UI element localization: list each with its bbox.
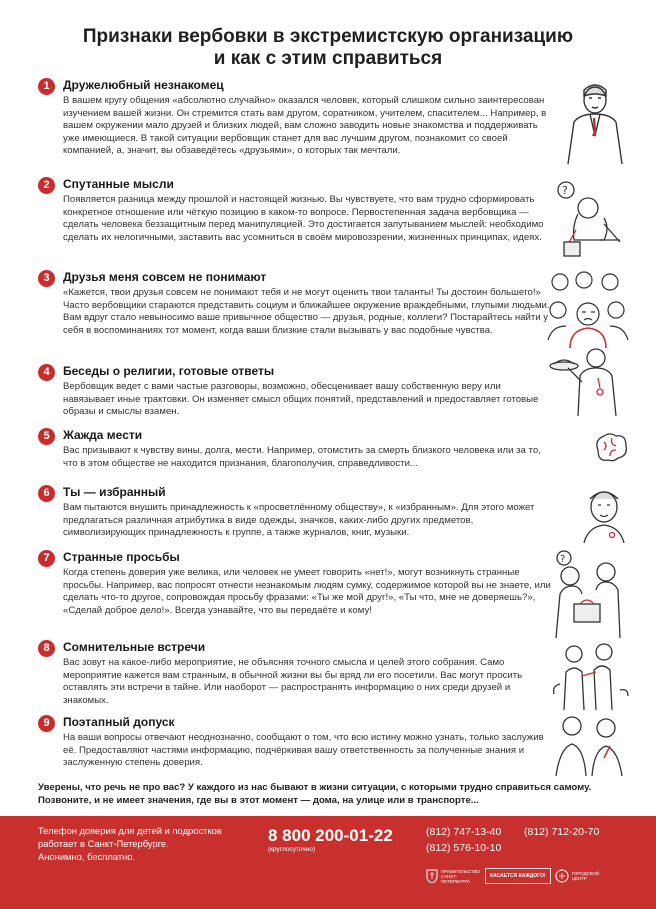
phone-number-1[interactable]: (812) 747-13-40 [426, 826, 502, 838]
item-body: «Кажется, твои друзья совсем не понимают тебя и не могут оценить твои таланты! Ты достоин большего!» Часто вербовщики стараются представить социум и ближайшее окружение враждебными, глупыми людьми. Вам вдруг стало невыносимо ваше привычное общество — друзья, родные, коллеги? Постарайтесь найти у себя в воспоминаниях тот момент, когда ваши близкие стали вызывать у вас подобные чувства. [63, 287, 550, 336]
thinking-people-icon [548, 712, 632, 778]
businessman-icon [560, 76, 630, 166]
item-number-badge: 7 [38, 550, 55, 567]
item-body: В вашем кругу общения «абсолютно случайно» оказался человек, который слишком сильно заинтересован изучением вашей жизни. Он стремится стать вам другом, соратником, учителем, спасителем... Например, в вашем окружении мало друзей и близких людей, вам сложно заводить новые знакомства и поддерживать уже имеющиеся. В такой ситуации вербовщик станет для вас лучшим другом, познакомит со своей компанией, а, значит, вы обзаведётесь «друзьями», о которых так мечтали. [63, 95, 547, 157]
item-title: Странные просьбы [63, 550, 180, 564]
brain-icon [592, 432, 628, 464]
svg-text:?: ? [560, 554, 566, 565]
item-number-badge: 3 [38, 270, 55, 287]
item-body: На ваши вопросы отвечают неоднозначно, сообщают о том, что всю истину можно узнать, только заслужив её. Предоставляют частями информацию, подчёркивая вашу ответственность за полученные знания и заслуженную степень доверия. [63, 732, 544, 769]
phone-number-2[interactable]: (812) 576-10-10 [426, 842, 502, 854]
hotline-number[interactable]: 8 800 200-01-22 [268, 826, 393, 845]
crowd-icon [546, 270, 630, 350]
item-body: Вербовщик ведет с вами частые разговоры, возможно, обесценивает вашу собственную веру или навязывает иные трактовки. Он изменяет смысл общих понятий, представлений и предоставляет готовые образы и смыслы взамен. [63, 381, 539, 418]
waiter-icon [548, 346, 632, 418]
footer-line-2: работает в Санкт-Петербурге. [38, 838, 169, 849]
campaign-logo-text: КАСАЕТСЯ КАЖДОГО! [490, 872, 546, 879]
item-title: Поэтапный допуск [63, 715, 175, 729]
hotline-block [268, 826, 393, 854]
item-number-badge: 5 [38, 428, 55, 445]
center-logo [555, 869, 608, 883]
item-number-badge: 4 [38, 364, 55, 381]
item-body: Когда степень доверия уже велика, или человек не умеет говорить «нет!», могут возникнуть странные просьбы. Например, вас попросят отнести незнакомым людям сумку, содержимое которой вы не знаете, или сделать что-то другое, сопровождая просьбу фразами: «Ты же мой друг!», «Ты что, мне не доверяешь?», «Сделай доброе дело!». Всегда узнавайте, что вы передаёте и кому! [63, 567, 551, 616]
bag-exchange-icon [548, 548, 630, 640]
page-title [0, 26, 656, 70]
item-title: Сомнительные встречи [63, 640, 206, 654]
item-number-badge: 1 [38, 78, 55, 95]
footer-description [38, 824, 258, 863]
item-body: Появляется разница между прошлой и настоящей жизнью. Вы чувствуете, что вам трудно сформировать конкретное отношение или чёткую позицию в каком-то вопросе. Первостепенная задача вербовщика — сделать человека беззащитным перед манипуляцией. Это достигается запутыванием мыслей: необходимо сделать их нелогичными, заставить вас усомниться в своём мировоззрении, жизненных принципах, идеях. [63, 194, 544, 243]
government-logo-text: ПРАВИТЕЛЬСТВО САНКТ-ПЕТЕРБУРГА [441, 868, 480, 884]
footer-line-3: Анонимно, бесплатно. [38, 851, 136, 862]
closing-statement: Уверены, что речь не про вас? У каждого из нас бывают в жизни ситуации, с которыми трудно справиться самому. Позвоните, и не имеет значения, где вы в этот момент — дома, на улице или в транспорте... [38, 782, 592, 806]
center-logo-text: ГОРОДСКОЙ ЦЕНТР [571, 871, 600, 881]
confused-person-icon [552, 178, 630, 260]
page-title-line-2: и как с этим справиться [213, 48, 443, 69]
item-title: Спутанные мысли [63, 177, 174, 191]
item-title: Дружелюбный незнакомец [63, 78, 224, 92]
item-body: Вас призывают к чувству вины, долга, мести. Например, отомстить за смерть близкого человека или за то, что в этом обществе не находится признания, благополучия, справедливости... [63, 445, 541, 469]
item-number-badge: 8 [38, 640, 55, 657]
footer-line-1: Телефон доверия для детей и подростков [38, 825, 222, 836]
young-man-icon [576, 485, 632, 545]
item-body: Вас зовут на какое-либо мероприятие, не объясняя точного смысла и целей этого собрания. Само мероприятие кажется вам странным, в обычной жизни вы бы вряд ли его посетили. Вас могут просить оставлять эти встречи в тайне. Или наоборот — распространять информацию о них среди друзей и знакомых. [63, 657, 523, 706]
phone-number-3[interactable]: (812) 712-20-70 [524, 826, 600, 838]
meeting-icon [550, 640, 630, 712]
coat-of-arms-icon [426, 869, 438, 883]
item-number-badge: 2 [38, 177, 55, 194]
item-number-badge: 9 [38, 715, 55, 732]
page-title-line-1: Признаки вербовки в экстремистскую организацию [82, 26, 574, 47]
campaign-logo [485, 868, 551, 884]
hotline-note: (круглосуточно) [268, 846, 316, 853]
center-emblem-icon [555, 869, 569, 883]
item-body: Вам пытаются внушить принадлежность к «просветлённому обществу», к «избранным». Для этого может предлагаться различная атрибутика в виде одежды, значков, каких-либо других предметов, символизирующих принадлежность к группе, а также журналов, книг, музыки. [63, 502, 535, 539]
svg-text:?: ? [562, 184, 568, 197]
item-title: Друзья меня совсем не понимают [63, 270, 267, 284]
item-title: Беседы о религии, готовые ответы [63, 364, 275, 378]
government-logo [426, 869, 481, 884]
partner-logos [426, 868, 608, 884]
item-title: Жажда мести [63, 428, 143, 442]
item-number-badge: 6 [38, 485, 55, 502]
item-title: Ты — избранный [63, 485, 166, 499]
footer-hotline-banner [0, 816, 656, 909]
